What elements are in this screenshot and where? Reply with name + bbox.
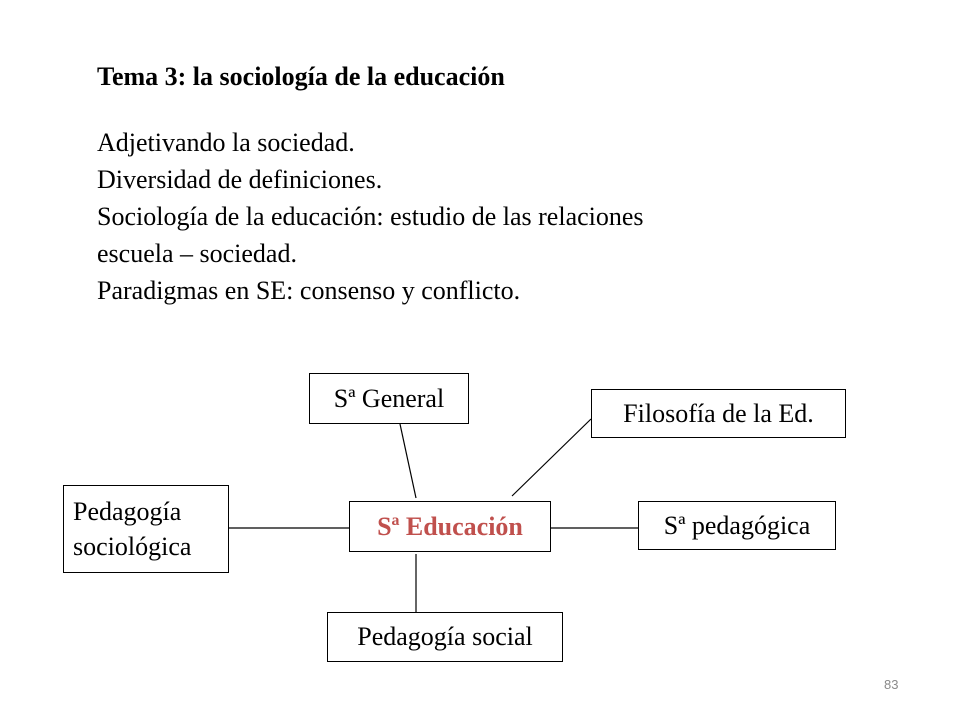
node-sa-educacion [349,501,551,552]
node-label-line1: Pedagogía [73,497,182,526]
node-label-line2: sociológica [73,532,192,561]
node-label: Sª pedagógica [663,510,811,540]
bullet-item: Sociología de la educación: estudio de las relaciones [97,202,644,231]
node-label: Sª General [333,383,445,413]
slide-title: Tema 3: la sociología de la educación [97,62,505,91]
bullet-item: Paradigmas en SE: consenso y conflicto. [97,276,521,305]
bullet-item: escuela – sociedad. [97,239,297,268]
node-sa-pedagogica [638,501,836,550]
connector-filosofia [512,419,591,496]
node-pedagogia-sociologica [63,485,229,573]
connector-general [400,424,416,498]
page-number: 83 [884,677,899,692]
node-pedagogia-social [327,612,563,662]
node-filosofia [591,389,846,438]
node-label: Pedagogía social [357,622,533,651]
node-sa-general [309,373,469,424]
node-label: Filosofía de la Ed. [623,398,814,428]
bullet-item: Adjetivando la sociedad. [97,128,355,157]
center-node-label: Sª Educación [377,511,523,541]
bullet-item: Diversidad de definiciones. [97,165,383,194]
